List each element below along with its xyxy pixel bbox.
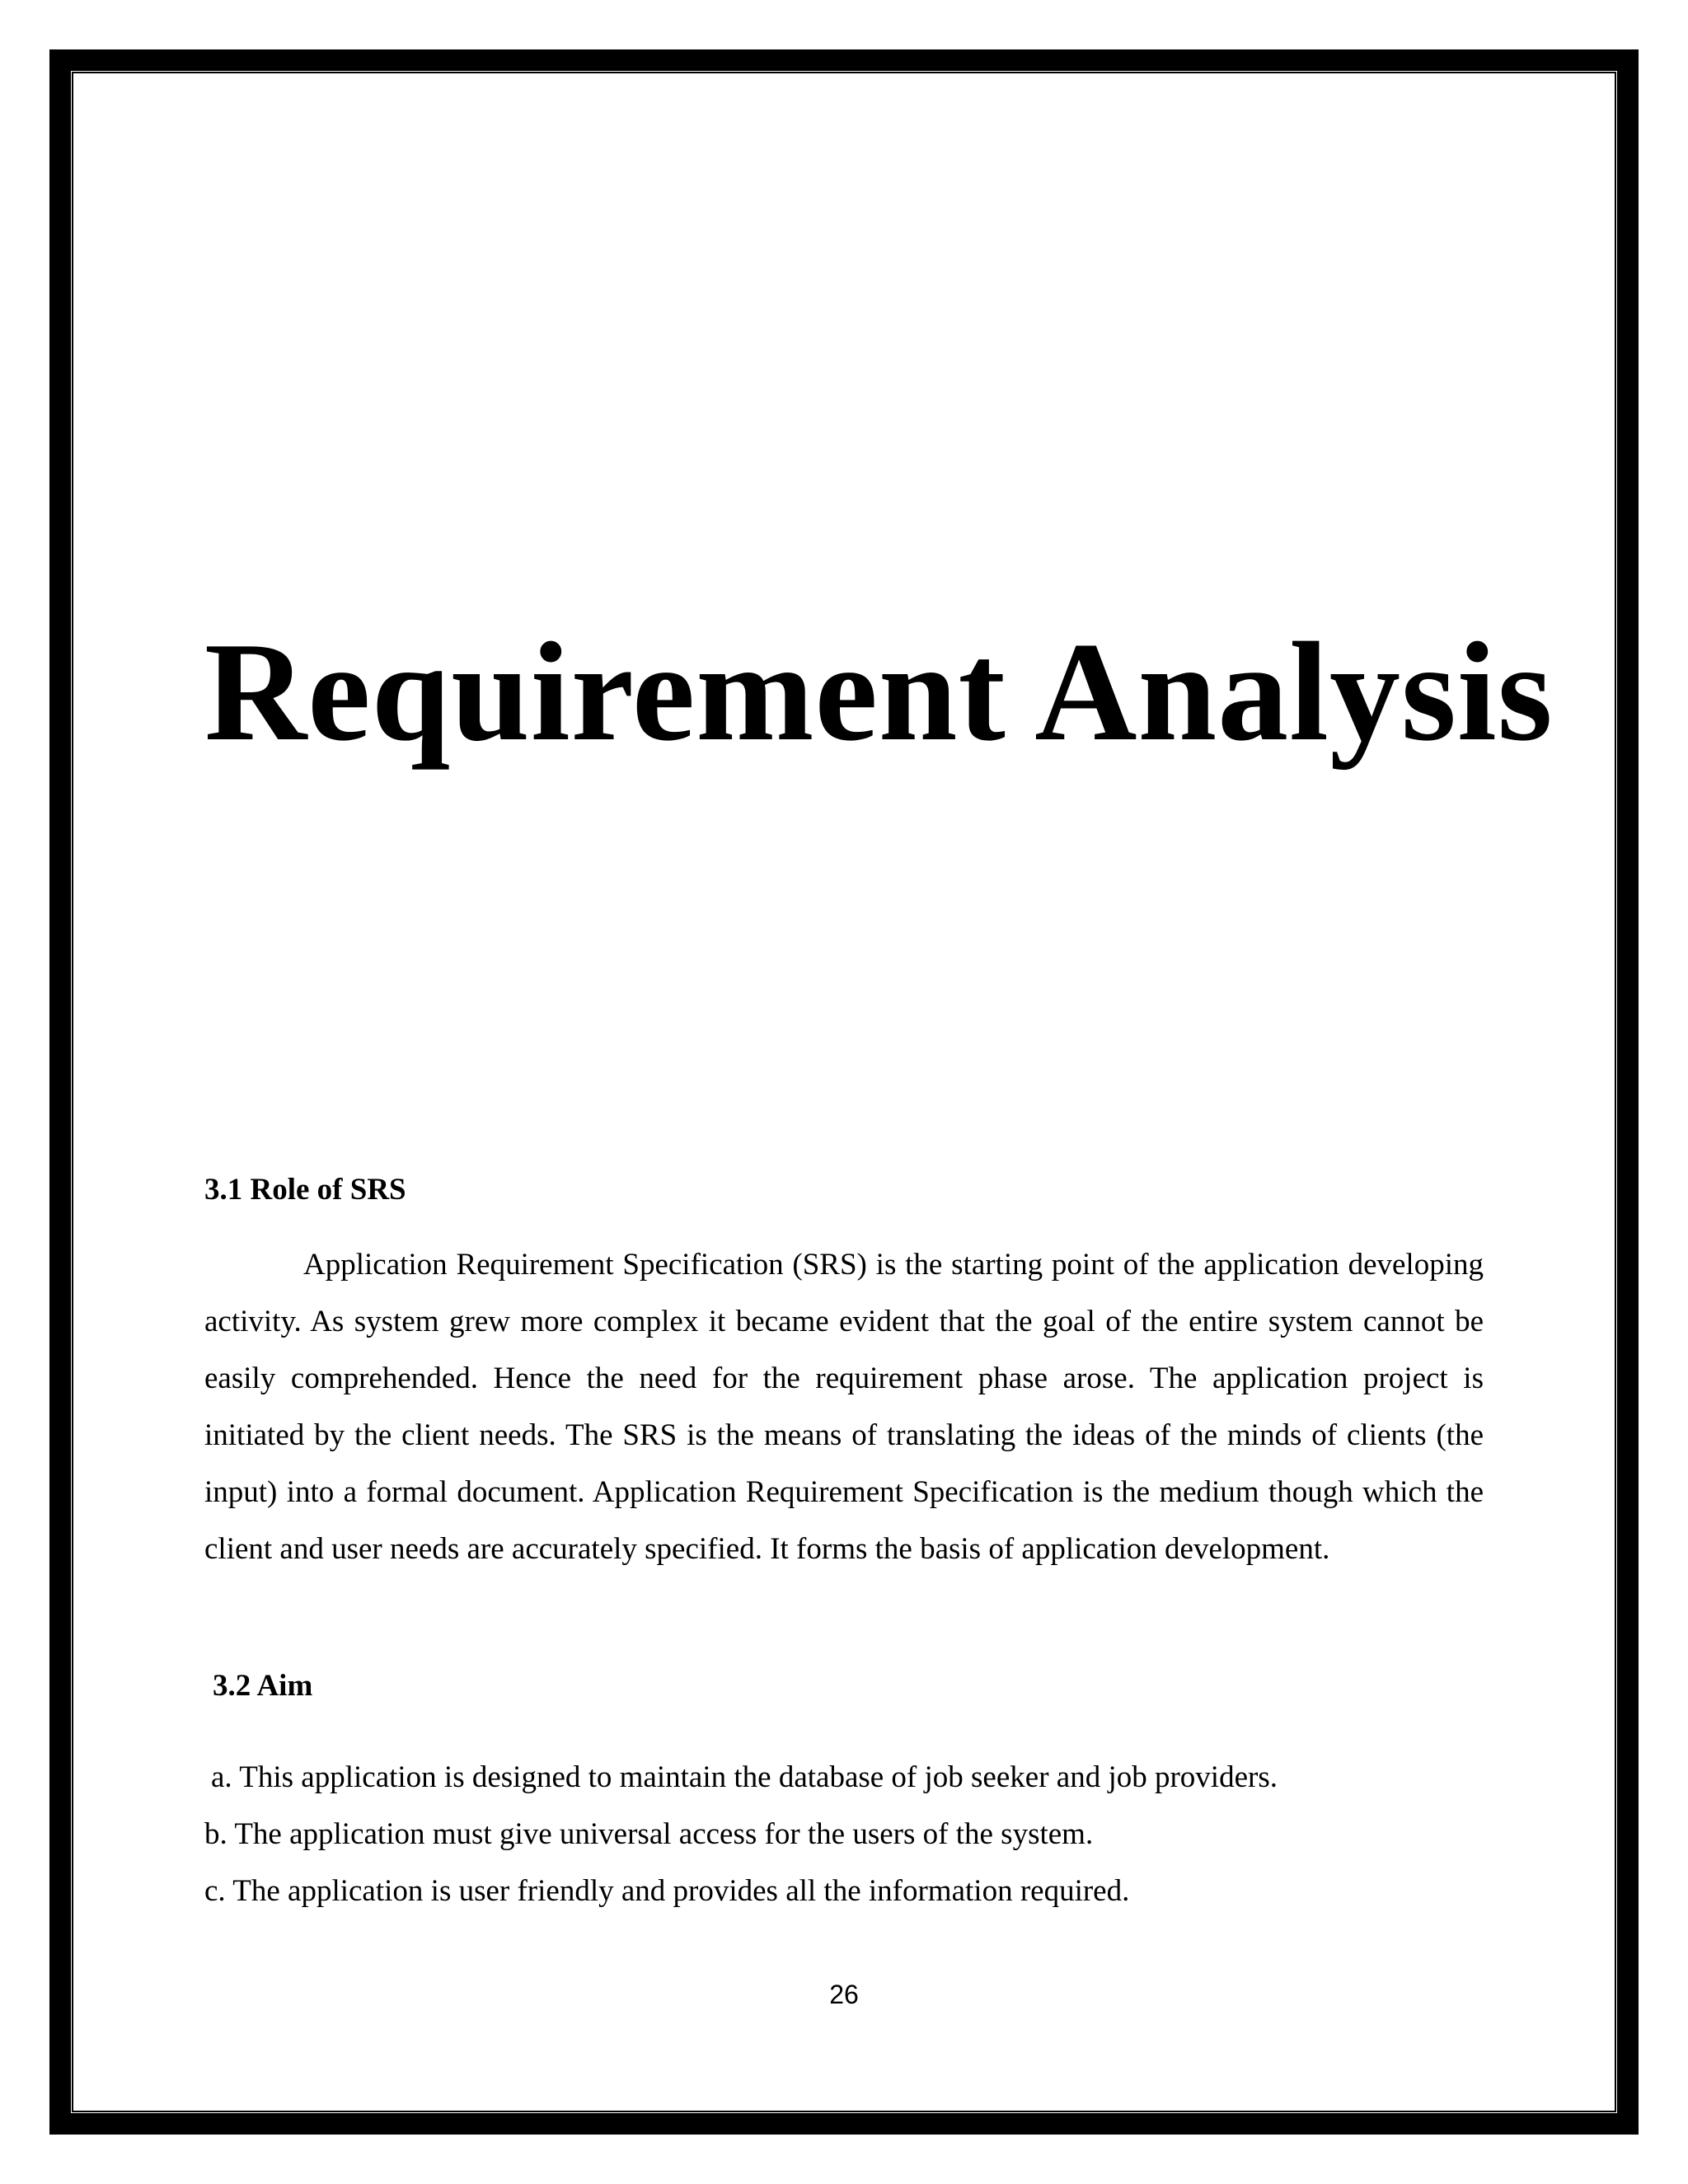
paragraph-role-of-srs: Application Requirement Specification (SRS) is the starting point of the application developing activity. As system grew more complex it became evident that the goal of the entire system cannot be easily comprehended. Hence the need for the requirement phase arose. The application project is initiated by the client needs. The SRS is the means of translating the ideas of the minds of clients (the input) into a formal document. Application Requirement Specification is the medium though which the client and user needs are accurately specified. It forms the basis of application development. [204,1248,1484,1566]
section-heading-aim: 3.2 Aim [213,1669,313,1703]
aim-list-item: b. The application must give universal access for the users of the system. [204,1817,1094,1851]
page-number: 26 [829,1980,859,2009]
chapter-title: Requirement Analysis [204,614,1554,771]
aim-list [204,1749,1490,1919]
aim-list-item: c. The application is user friendly and provides all the information required. [204,1874,1130,1908]
section-heading-role-of-srs: 3.1 Role of SRS [204,1173,406,1207]
aim-list-item: a. This application is designed to maintain the database of job seeker and job providers. [211,1760,1278,1794]
